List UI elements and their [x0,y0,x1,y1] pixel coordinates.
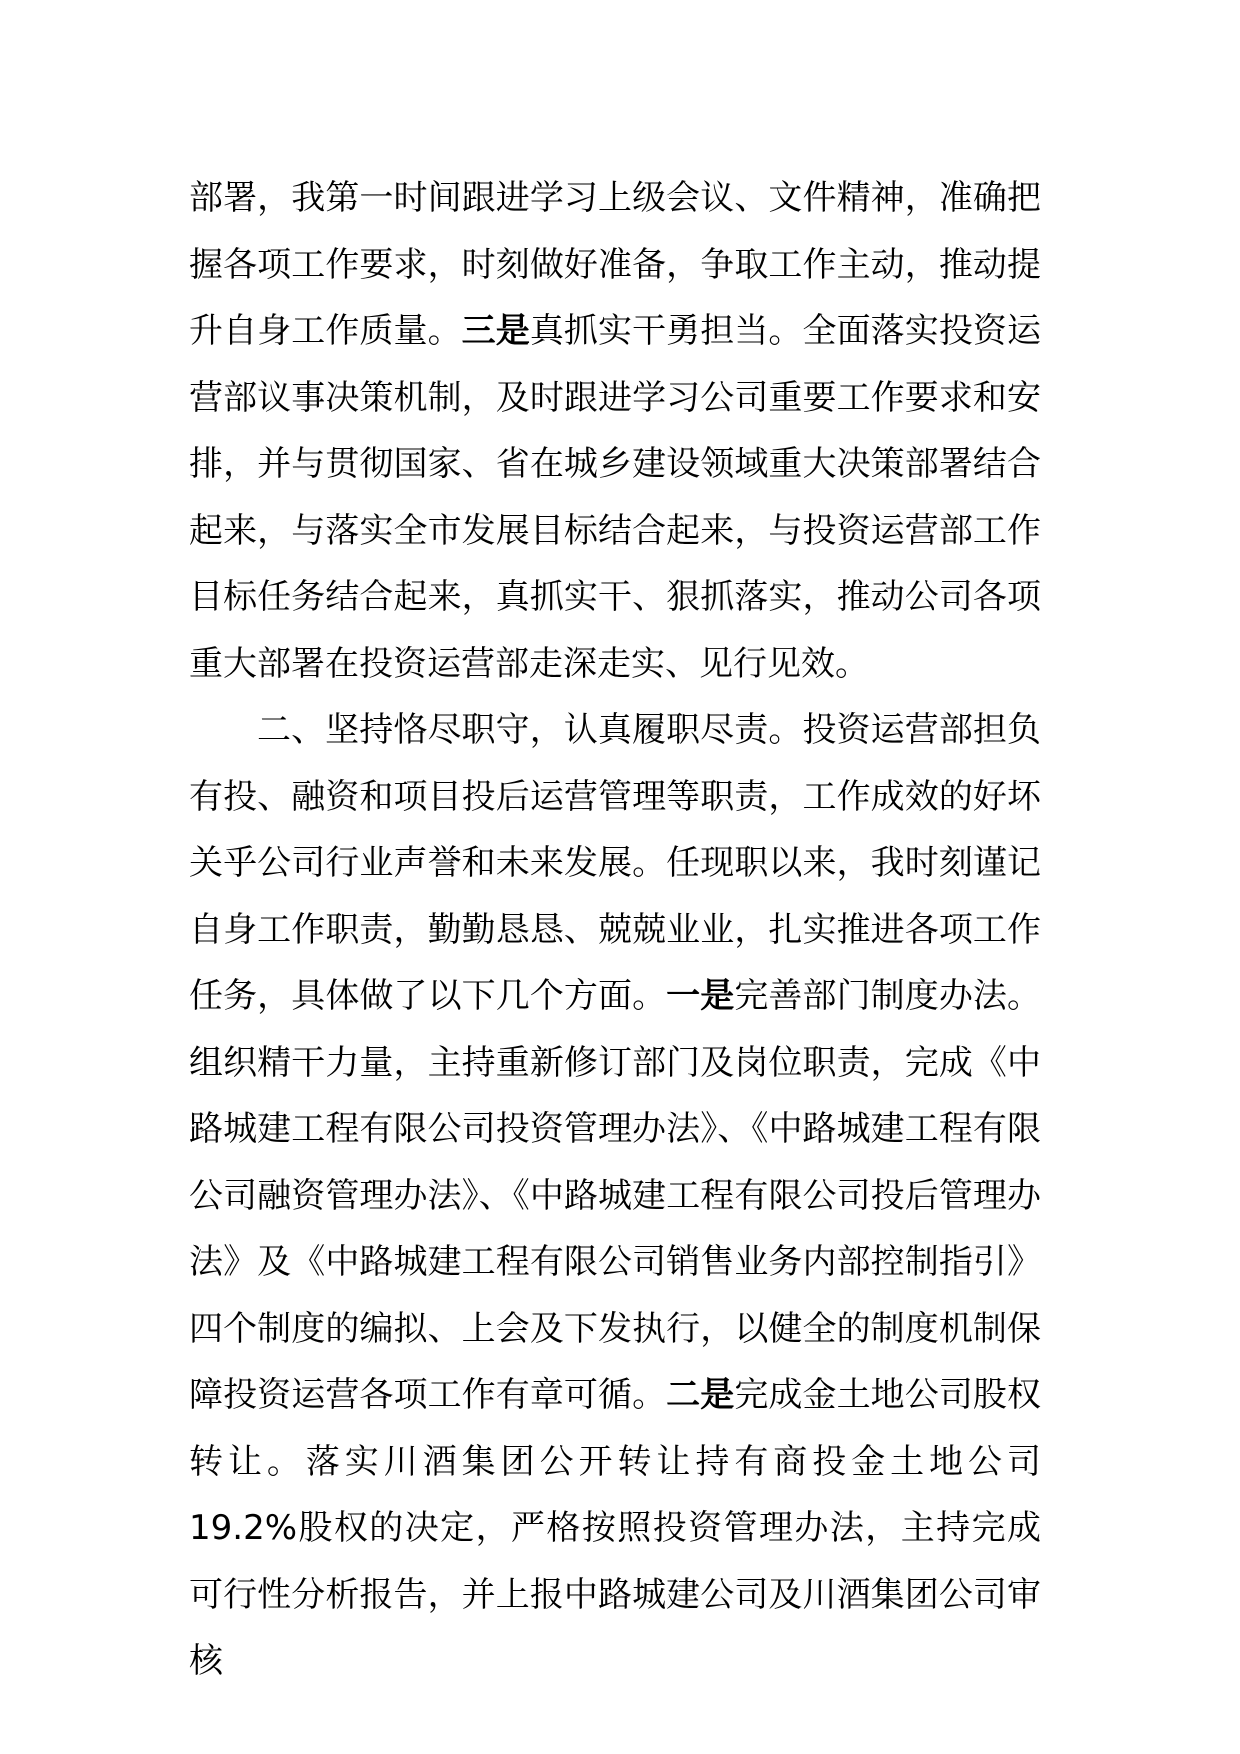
paragraph-2-text-c: 完成金土地公司股权转让。落实川酒集团公开转让持有商投金土地公司19.2%股权的决定，严格按照投资管理办法，主持完成可行性分析报告，并上报中路城建公司及川酒集团公司审核 [189,1375,1042,1681]
paragraph-2-text-a: 二、坚持恪尽职守，认真履职尽责。投资运营部担负有投、融资和项目投后运营管理等职责，工作成效的好坏关乎公司行业声誉和未来发展。任现职以来，我时刻谨记自身工作职责，勤勤恳恳、兢兢业业，扎实推进各项工作任务，具体做了以下几个方面。 [189,710,1041,1016]
paragraph-1-text-b: 真抓实干勇担当。全面落实投资运营部议事决策机制，及时跟进学习公司重要工作要求和安排，并与贯彻国家、省在城乡建设领域重大决策部署结合起来，与落实全市发展目标结合起来，与投资运营部工作目标任务结合起来，真抓实干、狠抓落实，推动公司各项重大部署在投资运营部走深走实、见行见效。 [189,311,1042,684]
document-body [189,165,1041,1695]
paragraph-2-bold-a: 一是 [666,976,735,1016]
paragraph-1-text-a: 部署，我第一时间跟进学习上级会议、文件精神，准确把握各项工作要求，时刻做好准备，争取工作主动，推动提升自身工作质量。 [189,178,1041,351]
paragraph-2 [189,697,1041,1695]
paragraph-2-text-b: 完善部门制度办法。组织精干力量，主持重新修订部门及岗位职责，完成《中路城建工程有限公司投资管理办法》、《中路城建工程有限公司融资管理办法》、《中路城建工程有限公司投后管理办法》及《中路城建工程有限公司销售业务内部控制指引》四个制度的编拟、上会及下发执行，以健全的制度机制保障投资运营各项工作有章可循。 [189,976,1042,1415]
paragraph-1 [189,165,1041,697]
paragraph-1-bold-a: 三是 [461,311,530,351]
paragraph-2-bold-b: 二是 [666,1375,735,1415]
